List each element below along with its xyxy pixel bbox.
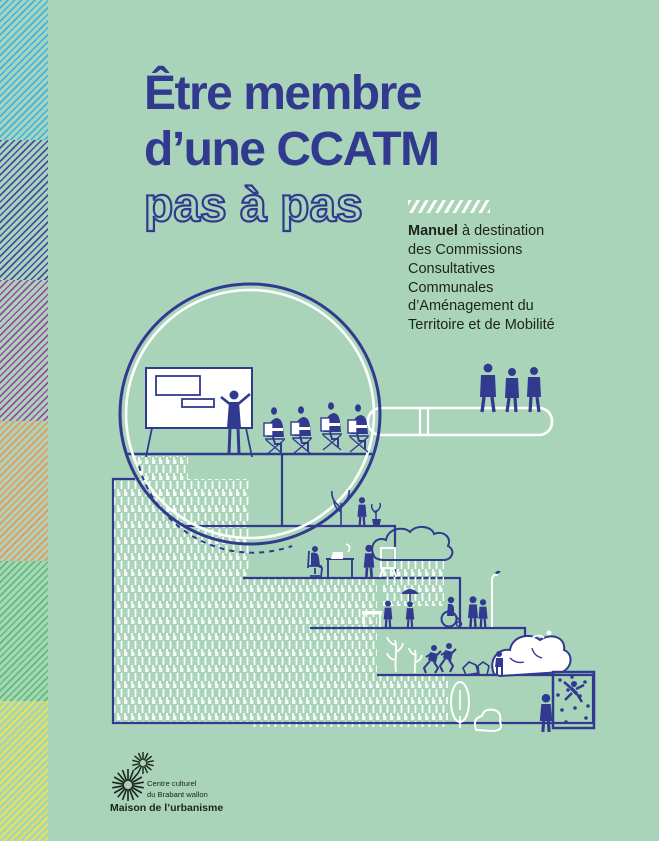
stripe-band <box>0 701 48 841</box>
title-line-2: d’une CCATM <box>144 123 439 177</box>
subtitle-line <box>408 222 604 241</box>
cover-title <box>144 66 439 234</box>
climber-figure <box>564 681 584 702</box>
subtitle-line: Consultatives <box>408 260 496 277</box>
audience-figures <box>264 402 369 455</box>
logo-org-name <box>147 778 208 800</box>
subtitle-line: Communales <box>408 279 494 296</box>
magnifier-handle-icon <box>368 408 552 435</box>
cover-subtitle <box>408 200 604 335</box>
title-line-1: Être membre <box>144 67 421 120</box>
subtitle-bold: Manuel <box>408 223 458 239</box>
meeting-scene <box>146 368 369 457</box>
subtitle-line: Territoire et de Mobilité <box>408 317 555 334</box>
subtitle-line: des Commissions <box>408 241 523 258</box>
stripe-band <box>0 421 48 561</box>
logo-brand-name: Maison de l’urbanisme <box>110 802 224 814</box>
wheelchair-figure <box>442 597 462 627</box>
subtitle-rest: à destination <box>457 223 545 239</box>
title-line-3: pas à pas <box>144 179 363 233</box>
stripe-band <box>0 140 48 280</box>
diagonal-hatch-mark <box>408 200 490 213</box>
walking-figures <box>480 364 541 412</box>
stripe-bar <box>0 0 48 841</box>
logo-org-line-2: du Brabant wallon <box>147 790 208 799</box>
stripe-band <box>0 280 48 420</box>
stripe-band <box>0 0 48 140</box>
stripe-band <box>0 561 48 701</box>
publisher-logo <box>106 746 286 826</box>
logo-org-line-1: Centre culturel <box>147 779 197 788</box>
step-scene-rain <box>362 527 501 627</box>
subtitle-line: d’Aménagement du <box>408 298 534 315</box>
